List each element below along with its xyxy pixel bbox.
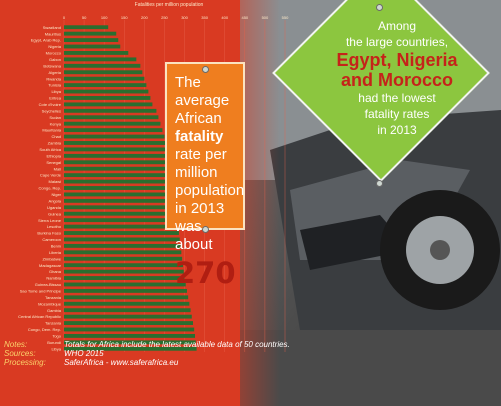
footnote-value: WHO 2015 (64, 349, 104, 358)
bar (64, 38, 118, 42)
category-label: Madagascar (38, 262, 61, 268)
diamond-text (322, 18, 472, 138)
category-label: Morocco (45, 50, 61, 56)
category-label: Sudan (49, 114, 61, 120)
category-label: Central African Republic (18, 314, 61, 320)
category-label: South Africa (39, 147, 61, 153)
category-label: Cameroon (42, 237, 61, 243)
bar (64, 289, 187, 293)
category-label: Malawi (48, 179, 61, 185)
category-label: Seychelles (41, 108, 61, 114)
bar (64, 173, 172, 177)
category-label: Guinea (48, 211, 61, 217)
bar (64, 315, 192, 319)
callout-lead: The average African (175, 74, 230, 127)
category-label: Libya (51, 346, 61, 352)
bar (64, 244, 181, 248)
footnote-value: SaferAfrica - www.saferafrica.eu (64, 358, 179, 367)
bar (64, 238, 180, 242)
x-tick-label: 300 (181, 15, 188, 20)
category-label: Guinea-Bissau (34, 282, 61, 288)
bar (64, 167, 170, 171)
x-tick-label: 450 (241, 15, 249, 20)
bar (64, 160, 169, 164)
callout-bold: fatality (175, 128, 224, 145)
bar (64, 231, 179, 235)
x-tick-label: 150 (120, 15, 128, 20)
callout-rest: rate per million population in 2013 was about (175, 146, 245, 253)
category-label: Tanzania (44, 320, 61, 326)
bar (64, 51, 128, 55)
bar (64, 70, 142, 74)
bar (64, 102, 152, 106)
bar (64, 276, 185, 280)
category-label: Sao Tome and Principe (19, 288, 61, 294)
bar (64, 250, 181, 254)
category-label: Chad (51, 134, 61, 140)
diamond-line: had the lowest (358, 91, 436, 105)
category-label: Cape Verde (39, 172, 61, 178)
category-label: Uganda (46, 204, 61, 210)
bar (64, 283, 186, 287)
category-label: Rwanda (46, 76, 61, 82)
callout-value: 270 (175, 256, 236, 290)
bar (64, 302, 189, 306)
footnotes (4, 340, 474, 367)
x-tick-label: 200 (141, 15, 148, 20)
bar (64, 205, 176, 209)
category-label: Kenya (49, 121, 61, 127)
chart-title: Fatalities per million population (134, 2, 204, 8)
category-label: Congo, Rep. (38, 185, 61, 191)
x-tick-label: 0 (62, 15, 66, 20)
bar (64, 270, 184, 274)
category-label: Algeria (48, 69, 61, 75)
footnote-row (4, 358, 474, 367)
bar (64, 321, 193, 325)
bar (64, 180, 172, 184)
category-label: Benin (50, 243, 61, 249)
category-label: Ethiopia (46, 153, 61, 159)
bar (64, 212, 177, 216)
bar (64, 45, 120, 49)
category-label: Mauritania (42, 127, 61, 133)
category-label: Mozambique (38, 301, 61, 307)
bar (64, 334, 195, 338)
bar (64, 295, 188, 299)
footnote-row (4, 349, 474, 358)
category-label: Tanzania (44, 294, 61, 300)
category-label: Libya (51, 89, 61, 95)
footnote-key: Sources: (4, 349, 36, 358)
bar (64, 83, 146, 87)
diamond-line: Among (377, 19, 417, 33)
category-label: Sierra Leone (38, 217, 61, 223)
pin-icon (202, 66, 209, 73)
bar (64, 154, 168, 158)
category-label: Mali (53, 166, 61, 172)
category-label: Swaziland (42, 24, 61, 30)
pin-icon (376, 180, 383, 187)
bar (64, 115, 158, 119)
bar (64, 141, 165, 145)
category-label: Senegal (46, 159, 61, 165)
footnote-key: Processing: (4, 358, 46, 367)
bar (64, 128, 162, 132)
bar (64, 109, 156, 113)
bar (64, 25, 108, 29)
category-label: Gambia (46, 307, 61, 313)
bar (64, 122, 160, 126)
bar (64, 199, 175, 203)
x-tick-label: 400 (221, 15, 229, 20)
x-tick-label: 550 (281, 15, 289, 20)
category-label: Gabon (48, 56, 61, 62)
bar (64, 96, 150, 100)
category-label: Eritrea (49, 95, 61, 101)
footnote-row (4, 340, 474, 352)
bar (64, 32, 116, 36)
bar (64, 308, 191, 312)
category-label: Liberia (48, 249, 61, 255)
x-tick-label: 250 (161, 15, 168, 20)
bar (64, 90, 148, 94)
category-label: Mauritius (44, 31, 61, 37)
x-tick-label: 350 (201, 15, 208, 20)
bar (64, 218, 177, 222)
footnote-key: Notes: (4, 340, 28, 349)
bar (64, 57, 136, 61)
bar (64, 263, 183, 267)
category-label: Tunisia (48, 82, 61, 88)
x-tick-label: 500 (261, 15, 269, 20)
bar (64, 135, 164, 139)
category-label: Lesotho (46, 224, 61, 230)
bar (64, 257, 182, 261)
category-label: Ghana (48, 269, 61, 275)
bar (64, 64, 140, 68)
bar (64, 147, 166, 151)
average-fatality-callout (165, 62, 245, 290)
diamond-line: the large countries, (345, 35, 449, 49)
diamond-line: fatality rates (364, 107, 430, 121)
diamond-highlight: Egypt, Nigeria and Morocco (336, 50, 458, 90)
bar (64, 193, 174, 197)
pin-icon (202, 226, 209, 233)
category-label: Namibia (46, 275, 61, 281)
category-label: Botswana (43, 63, 61, 69)
pin-icon (376, 4, 383, 11)
category-label: Congo, Dem. Rep. (27, 327, 61, 333)
bar (64, 328, 194, 332)
category-label: Burkina Faso (37, 230, 61, 236)
category-label: Togo (52, 333, 61, 339)
x-tick-label: 50 (81, 15, 87, 20)
category-label: Egypt, Arab Rep. (30, 37, 61, 43)
category-label: Cote d'Ivoire (38, 102, 61, 107)
category-label: Nigeria (48, 44, 61, 50)
footnote-value: Totals for Africa include the latest available data of 50 countries. (64, 340, 290, 349)
category-label: Burundi (47, 339, 61, 345)
category-label: Niger (51, 192, 61, 198)
bar (64, 225, 178, 229)
category-label: Angola (48, 198, 61, 204)
x-tick-label: 100 (100, 15, 108, 20)
category-label: Zambia (47, 140, 61, 146)
bar (64, 186, 173, 190)
category-label: Zimbabwe (42, 256, 61, 262)
bar (64, 77, 144, 81)
diamond-line: in 2013 (377, 123, 417, 137)
